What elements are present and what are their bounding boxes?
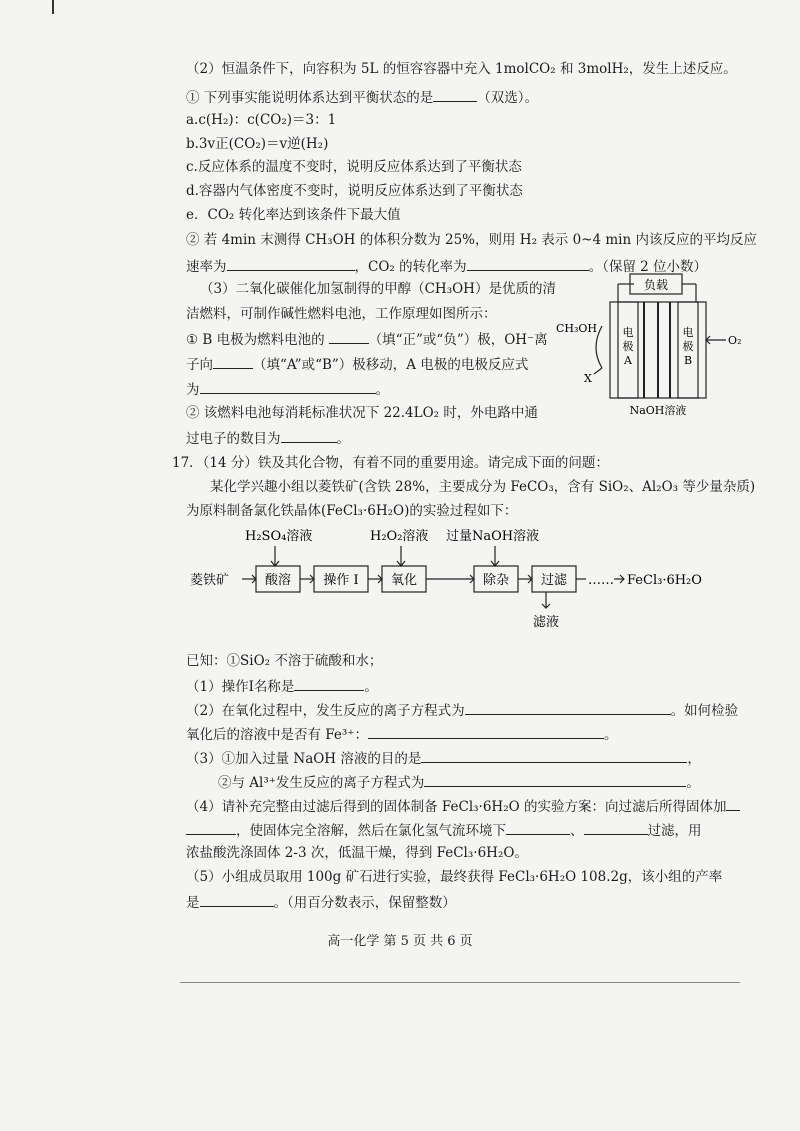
q2-tail2: 。 xyxy=(603,727,618,743)
q4-sep: 、 xyxy=(570,823,584,839)
reagent-h2o2: H₂O₂溶液 xyxy=(370,529,429,544)
part3-line4b: （填“A”或“B”）极移动，A 电极的电极反应式 xyxy=(253,357,529,373)
option-c: c.反应体系的温度不变时，说明反应体系达到了平衡状态 xyxy=(186,159,522,175)
part3-line5a: 为 xyxy=(186,382,200,398)
step-acid-label: 酸溶 xyxy=(264,573,292,588)
part3-line3b: （填“正”或“负”）极，OH⁻离 xyxy=(368,332,548,348)
q4-line2 xyxy=(186,820,702,840)
electrode-a-char-1: 电 xyxy=(622,326,634,339)
reagent-naoh: 过量NaOH溶液 xyxy=(446,529,540,544)
part2-q2-l2c: 。（保留 2 位小数） xyxy=(588,259,708,275)
option-d: d.容器内气体密度不变时，说明反应体系达到了平衡状态 xyxy=(186,183,523,199)
answer-blank[interactable] xyxy=(227,256,355,271)
part2-q2-l2a: 速率为 xyxy=(186,259,227,275)
step-filter-label: 过滤 xyxy=(540,573,568,588)
option-a: a.c(H₂)：c(CO₂)＝3：1 xyxy=(186,112,337,128)
step-oxidize-label: 氧化 xyxy=(390,573,418,588)
q2-text: （2）在氧化过程中，发生反应的离子方程式为 xyxy=(186,703,465,719)
x-label: X xyxy=(584,372,592,385)
q3-line1 xyxy=(186,748,701,768)
part3-line7a: 过电子的数目为 xyxy=(186,431,281,447)
flow-ellipsis: …… xyxy=(588,573,614,588)
q17-intro2: 为原料制备氯化铁晶体(FeCl₃·6H₂O)的实验过程如下： xyxy=(186,503,518,519)
electrode-b-char-2: 极 xyxy=(682,340,694,353)
raw-material-label: 菱铁矿 xyxy=(190,573,230,588)
answer-blank[interactable] xyxy=(506,820,570,835)
part2-q2-l2b: ，CO₂ 的转化率为 xyxy=(354,259,467,275)
answer-blank[interactable] xyxy=(200,379,376,394)
q2-line1 xyxy=(186,700,738,720)
part3-line3 xyxy=(186,329,548,349)
step-remove-label: 除杂 xyxy=(482,573,510,588)
oxygen-label: O₂ xyxy=(728,334,742,347)
part3-line7 xyxy=(186,428,350,448)
q4-line1 xyxy=(186,796,740,816)
part2-intro: （2）恒温条件下，向容积为 5L 的恒容容器中充入 1molCO₂ 和 3molH₂，发生上述反应。 xyxy=(186,61,737,77)
q5-line1: （5）小组成员取用 100g 矿石进行实验，最终获得 FeCl₃·6H₂O 108.2g，该小组的产率 xyxy=(186,869,723,885)
q17-header: 17．（14 分）铁及其化合物，有着不同的重要用途。请完成下面的问题： xyxy=(172,455,609,471)
answer-blank[interactable] xyxy=(200,892,274,907)
known-note: 已知：①SiO₂ 不溶于硫酸和水； xyxy=(186,653,383,669)
part3-line7b: 。 xyxy=(336,431,350,447)
q1-text: （1）操作Ⅰ名称是 xyxy=(186,679,295,695)
q4-text: （4）请补充完整由过滤后得到的固体制备 FeCl₃·6H₂O 的实验方案：向过滤后所得固体加 xyxy=(186,799,727,815)
answer-blank[interactable] xyxy=(584,820,648,835)
answer-blank[interactable] xyxy=(465,700,671,715)
answer-blank[interactable] xyxy=(433,87,477,102)
process-flowchart xyxy=(190,522,730,642)
fuel-cell-diagram xyxy=(550,268,750,428)
q1-line xyxy=(186,676,378,696)
part3-line4a: 子向 xyxy=(186,357,213,373)
electrode-a-char-2: 极 xyxy=(622,340,634,353)
q2-tail: 。如何检验 xyxy=(670,703,739,719)
answer-blank[interactable] xyxy=(329,329,369,344)
part3-line6: ② 该燃料电池每消耗标准状况下 22.4LO₂ 时，外电路中通 xyxy=(186,405,538,421)
step-op1-label: 操作 I xyxy=(323,573,359,588)
part2-q1-tail: （双选）。 xyxy=(477,90,539,106)
filtrate-label: 滤液 xyxy=(532,615,560,630)
product-label: FeCl₃·6H₂O xyxy=(627,573,702,588)
q2-line2 xyxy=(186,724,617,744)
option-e: e．CO₂ 转化率达到该条件下最大值 xyxy=(186,207,401,223)
scan-edge-mark xyxy=(52,0,54,14)
q17-intro1: 某化学兴趣小组以菱铁矿(含铁 28%，主要成分为 FeCO₃，含有 SiO₂、Al₂O₃ 等少量杂质) xyxy=(210,479,756,495)
answer-blank[interactable] xyxy=(726,796,740,811)
q5-text: 是 xyxy=(186,895,200,911)
q1-tail: 。 xyxy=(364,679,378,695)
x-outflow-arrow xyxy=(594,368,602,374)
page-footer: 高一化学 第 5 页 共 6 页 xyxy=(327,934,473,949)
electrode-b-char-1: 电 xyxy=(682,326,694,339)
q3-text: （3）①加入过量 NaOH 溶液的目的是 xyxy=(186,751,422,767)
part3-line2: 洁燃料，可制作碱性燃料电池，工作原理如图所示： xyxy=(186,306,497,322)
part2-q2-line1: ② 若 4min 末测得 CH₃OH 的体积分数为 25%，则用 H₂ 表示 0~4 min 内该反应的平均反应 xyxy=(186,232,757,248)
q4-line3: 浓盐酸洗涤固体 2-3 次，低温干燥，得到 FeCl₃·6H₂O。 xyxy=(186,845,528,861)
part2-q1-text: ① 下列事实能说明体系达到平衡状态的是 xyxy=(186,90,434,106)
load-label: 负载 xyxy=(643,278,669,292)
part3-line1: （3）二氧化碳催化加氢制得的甲醇（CH₃OH）是优质的清 xyxy=(200,281,556,297)
part2-q1 xyxy=(186,87,538,107)
part3-line3a: ① B 电极为燃料电池的 xyxy=(186,332,325,348)
part3-line5b: 。 xyxy=(375,382,389,398)
q3-tail2: 。 xyxy=(686,775,700,791)
methanol-label: CH₃OH xyxy=(556,322,598,335)
part3-line5 xyxy=(186,379,389,399)
q5-line2 xyxy=(186,892,456,912)
electrode-b-char-3: B xyxy=(683,354,693,367)
part3-line4 xyxy=(186,354,528,374)
option-b: b.3v正(CO₂)＝v逆(H₂) xyxy=(186,136,329,152)
q3-text2: ②与 Al³⁺发生反应的离子方程式为 xyxy=(218,775,425,791)
q4-text2: ，使固体完全溶解，然后在氯化氢气流环境下 xyxy=(236,823,506,839)
answer-blank[interactable] xyxy=(294,676,364,691)
q5-tail: 。（用百分数表示，保留整数） xyxy=(273,895,456,911)
answer-blank[interactable] xyxy=(213,354,253,369)
answer-blank[interactable] xyxy=(424,772,686,787)
electrode-a-char-3: A xyxy=(624,354,632,367)
reagent-h2so4: H₂SO₄溶液 xyxy=(245,529,313,544)
answer-blank[interactable] xyxy=(186,820,236,835)
q4-text3: 过滤，用 xyxy=(647,823,702,839)
q2-text2: 氧化后的溶液中是否有 Fe³⁺： xyxy=(186,727,368,743)
page-divider xyxy=(180,982,740,983)
answer-blank[interactable] xyxy=(421,748,687,763)
electrolyte-label: NaOH溶液 xyxy=(629,404,687,417)
answer-blank[interactable] xyxy=(281,428,337,443)
answer-blank[interactable] xyxy=(368,724,604,739)
q3-line2 xyxy=(218,772,700,792)
q3-tail: ， xyxy=(687,751,701,767)
